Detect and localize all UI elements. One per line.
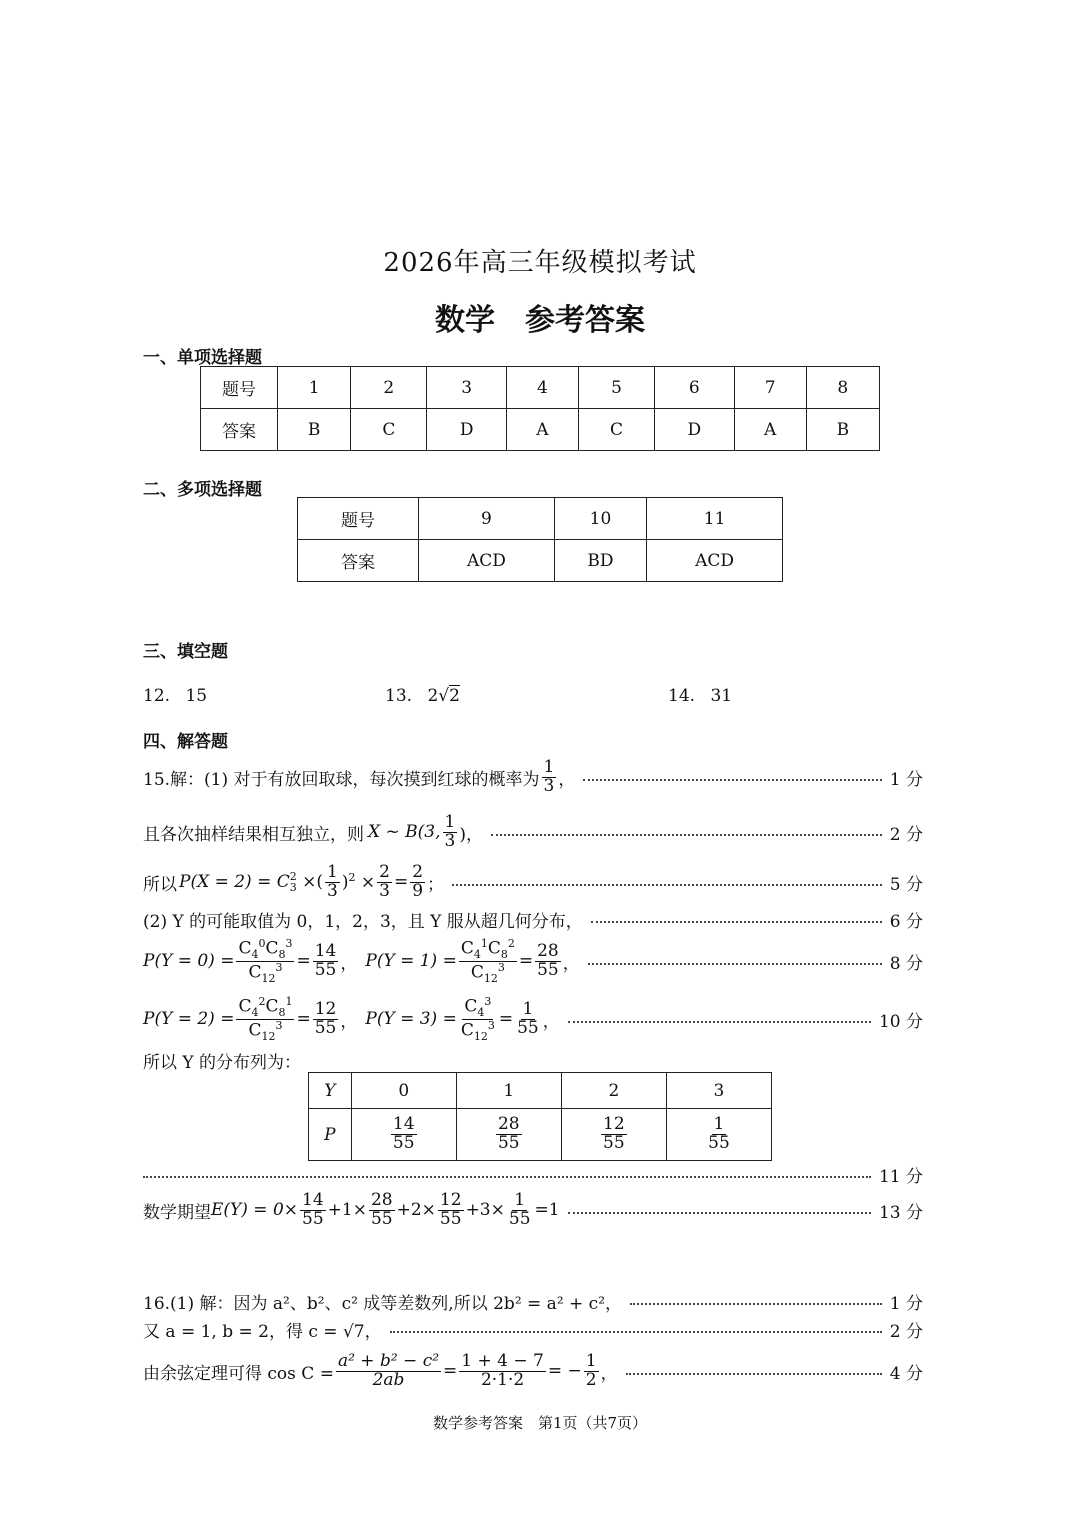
dist-prob: $\frac{14}{55}$ [351, 1109, 456, 1161]
score: 1 分 [889, 1293, 923, 1314]
answer-cell: ACD [647, 540, 783, 582]
answer-cell: A [506, 409, 578, 451]
solution-text: 16.(1) 解：因为 a²、b²、c² 成等差数列,所以 2b² = a² + c²， [143, 1293, 623, 1314]
section-3-heading: 三、填空题 [143, 642, 228, 662]
solution-text: 所以 Y 的分布列为： [143, 1052, 302, 1073]
dist-prob-label: P [309, 1109, 352, 1161]
answer-cell: ACD [419, 540, 555, 582]
dotted-leader [568, 1021, 871, 1023]
answer-cell: C [351, 409, 427, 451]
dotted-leader [630, 1303, 882, 1305]
table-row-label: 答案 [201, 409, 278, 451]
q12-answer: 15 [185, 686, 208, 706]
dotted-leader [452, 884, 882, 886]
dist-prob: $\frac{1}{55}$ [666, 1109, 771, 1161]
q12-label: 12. [143, 686, 171, 706]
q15-line-2: 且各次抽样结果相互独立，则 X ~ B(3, $\frac{1}{3}$ )， 2 分 [143, 811, 923, 851]
score: 2 分 [889, 1321, 923, 1342]
dotted-leader [583, 779, 881, 781]
answer-cell: D [427, 409, 506, 451]
section-2-heading: 二、多项选择题 [143, 480, 262, 500]
q16-line-2 [143, 1312, 923, 1346]
sqrt-sign: √ [438, 686, 450, 706]
dist-value: 2 [561, 1073, 666, 1109]
score: 5 分 [889, 874, 923, 895]
page-footer: 数学参考答案 第1页（共7页） [432, 1414, 648, 1432]
answer-cell: BD [554, 540, 646, 582]
q13-answer-coef: 2 [427, 686, 439, 706]
q13-label: 13. [385, 686, 413, 706]
question-number: 6 [655, 367, 734, 409]
multi-choice-table [297, 497, 783, 582]
table-row-label: 答案 [298, 540, 419, 582]
solution-text: 且各次抽样结果相互独立，则 [143, 824, 364, 845]
q14-label: 14. [668, 686, 696, 706]
answer-cell: C [578, 409, 654, 451]
q14-answer: 31 [710, 686, 733, 706]
answer-13 [385, 686, 460, 706]
score: 1 分 [889, 769, 923, 790]
q15-line-6: P(Y = 2) = $\frac{C_4^2C_8^1}{C_{12}^3}$ = $\frac{12}{55}$ ， P(Y = 3) = $\frac{C_4^3}{C_{12}^3}$ = $\frac{1}{55}$ ， 10 分 [143, 994, 923, 1043]
dotted-leader [626, 1373, 882, 1375]
score: 11 分 [878, 1166, 923, 1187]
q13-answer-radicand: 2 [449, 686, 460, 706]
score: 10 分 [878, 1011, 923, 1032]
question-number: 10 [554, 498, 646, 540]
dist-value: 0 [351, 1073, 456, 1109]
question-number: 4 [506, 367, 578, 409]
table-row-label: 题号 [298, 498, 419, 540]
dotted-leader [591, 921, 882, 923]
dist-value: 1 [456, 1073, 561, 1109]
question-number: 1 [278, 367, 351, 409]
dotted-leader [143, 1176, 871, 1178]
score: 8 分 [889, 953, 923, 974]
distribution-table [308, 1072, 772, 1161]
dotted-leader [390, 1331, 882, 1333]
single-choice-table [200, 366, 880, 451]
question-number: 9 [419, 498, 555, 540]
q15-line-9: 数学期望 E(Y) = 0× $\frac{14}{55}$ +1× $\frac{28}{55}$ +2× $\frac{12}{55}$ +3× $\frac{1}{55}$ =1 13 分 [143, 1189, 923, 1229]
solution-text: (2) Y 的可能取值为 0，1，2，3，且 Y 服从超几何分布， [143, 911, 583, 932]
question-number: 8 [806, 367, 879, 409]
answer-cell: B [806, 409, 879, 451]
solution-text: 所以 [143, 874, 177, 895]
solution-text: 又 a = 1, b = 2，得 c = √7， [143, 1321, 382, 1342]
dotted-leader [588, 963, 882, 965]
score: 6 分 [889, 911, 923, 932]
exam-title: 2026年高三年级模拟考试 [383, 248, 697, 278]
score: 4 分 [889, 1363, 923, 1384]
q15-line-8 [143, 1157, 923, 1191]
answer-key-title: 数学 参考答案 [435, 303, 645, 338]
score: 2 分 [889, 824, 923, 845]
question-number: 2 [351, 367, 427, 409]
dotted-leader [491, 834, 882, 836]
q15-line-4 [143, 902, 923, 936]
section-1-heading: 一、单项选择题 [143, 348, 262, 368]
answer-cell: A [734, 409, 806, 451]
question-number: 11 [647, 498, 783, 540]
fraction: $\frac{1}{3}$ [444, 811, 456, 851]
question-number: 7 [734, 367, 806, 409]
solution-text: 由余弦定理可得 cos C = [143, 1363, 334, 1384]
q15-line-1: 15.解：(1) 对于有放回取球，每次摸到红球的概率为 $\frac{1}{3}$ ， 1 分 [143, 756, 923, 796]
q15-line-3: 所以 P(X = 2) = C 2 3 ×( $\frac{1}{3}$ )$^2$ × $\frac{2}{3}$ = $\frac{2}{9}$ ； 5 分 [143, 861, 923, 901]
solution-text: 数学期望 [143, 1202, 211, 1223]
dist-value: 3 [666, 1073, 771, 1109]
fraction: $\frac{1}{3}$ [543, 756, 555, 796]
answer-cell: D [655, 409, 734, 451]
q16-line-3: 由余弦定理可得 cos C = $\frac{\text{a² + b² − c²}}{2ab}$ = $\frac{1 + 4 - 7}{2\cdot 1\cdot 2}$ = − $\frac{1}{2}$ ， 4 分 [143, 1350, 923, 1390]
answer-cell: B [278, 409, 351, 451]
answer-14 [668, 686, 732, 706]
table-row-label: 题号 [201, 367, 278, 409]
score: 13 分 [878, 1202, 923, 1223]
question-number: 3 [427, 367, 506, 409]
q15-line-5: P(Y = 0) = $\frac{C_4^0C_8^3}{C_{12}^3}$ = $\frac{14}{55}$ ， P(Y = 1) = $\frac{C_4^1C_8^2}{C_{12}^3}$ = $\frac{28}{55}$ ， 8 分 [143, 936, 923, 985]
solution-text: 15.解：(1) 对于有放回取球，每次摸到红球的概率为 [143, 769, 540, 790]
question-number: 5 [578, 367, 654, 409]
dotted-leader [568, 1212, 871, 1214]
section-4-heading: 四、解答题 [143, 732, 228, 752]
dist-var-label: Y [309, 1073, 352, 1109]
dist-prob: $\frac{28}{55}$ [456, 1109, 561, 1161]
dist-prob: $\frac{12}{55}$ [561, 1109, 666, 1161]
answer-12 [143, 686, 207, 706]
